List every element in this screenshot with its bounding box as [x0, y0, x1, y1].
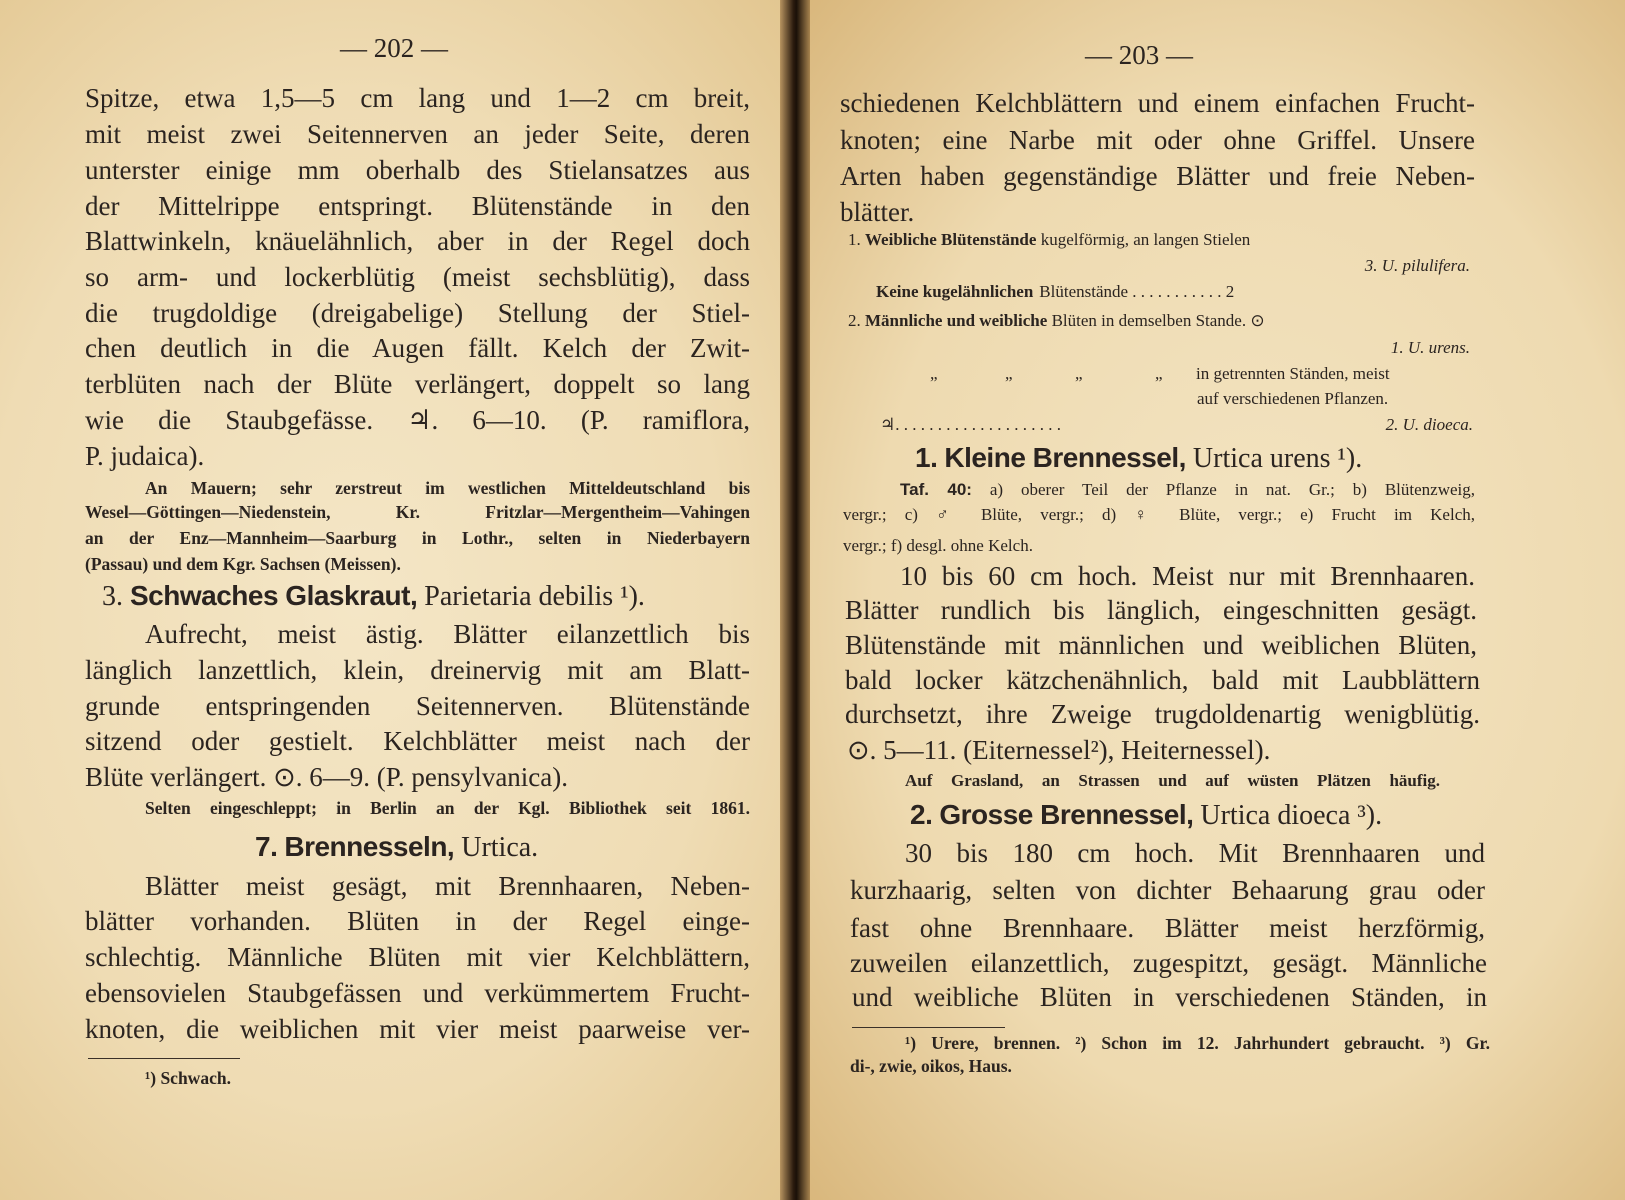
species-name: Grosse Brennessel, [939, 799, 1194, 830]
page-number: — 203 — [1085, 40, 1193, 70]
species-latin: Urtica dioeca ³). [1200, 800, 1383, 831]
species-latin: Urtica urens ¹). [1192, 443, 1363, 474]
text-line: terblüten nach der Blüte verlängert, doppelt so lang [85, 369, 750, 399]
key-entry-2 [848, 309, 1265, 333]
key-bold: Männliche und weibliche [865, 311, 1048, 330]
key-number: 1. [848, 230, 861, 249]
species-number: 1. [915, 442, 938, 473]
key-text: ♃. . . . . . . . . . . . . . . . . . . . [880, 415, 1061, 434]
key-text: in getrennten Ständen, meist [1196, 364, 1390, 383]
text-line: schiedenen Kelchblättern und einem einfachen Frucht- [840, 88, 1475, 118]
text-line: so arm- und lockerblütig (meist sechsblütig), dass [85, 262, 750, 292]
key-text: Blütenstände . . . . . . . . . . . 2 [1039, 282, 1235, 301]
text-line: 30 bis 180 cm hoch. Mit Brennhaaren und [905, 838, 1485, 868]
text-line: Aufrecht, meist ästig. Blätter eilanzettlich bis [145, 619, 750, 649]
text-line: wie die Staubgefässe. ♃. 6—10. (P. ramiflora, [85, 405, 750, 435]
plate-line: vergr.; c) ♂ Blüte, vergr.; d) ♀ Blüte, vergr.; e) Frucht im Kelch, [843, 505, 1475, 524]
plate-line: vergr.; f) desgl. ohne Kelch. [843, 536, 1033, 555]
text-line: Blätter rundlich bis länglich, eingeschnitten gesägt. [845, 595, 1477, 625]
text-line: Blattwinkeln, knäuelähnlich, aber in der Regel doch [85, 226, 750, 256]
species-heading [102, 580, 645, 613]
book-gutter [780, 0, 810, 1200]
text-line: ⊙. 5—11. (Eiternessel²), Heiternessel). [847, 735, 1271, 765]
species-number: 2. [910, 799, 933, 830]
key-entry-1b [876, 280, 1470, 304]
genus-number: 7. [255, 831, 278, 862]
text-line: bald locker kätzchenähnlich, bald mit Laubblättern [845, 665, 1480, 695]
text-line: fast ohne Brennhaare. Blätter meist herzförmig, [850, 913, 1485, 943]
text-line: Blütenstände mit männlichen und weiblichen Blüten, [845, 630, 1477, 660]
footnote: di-, zwie, oikos, Haus. [850, 1056, 1012, 1076]
habitat-line: Wesel—Göttingen—Niedenstein, Kr. Fritzlar—Mergentheim—Vahingen [85, 502, 750, 522]
species-heading [915, 442, 1362, 475]
text-line: kurzhaarig, selten von dichter Behaarung grau oder [850, 875, 1485, 905]
ditto-mark: „ [1155, 364, 1163, 383]
key-result: 3. U. pilulifera. [1364, 256, 1470, 275]
habitat-line: An Mauern; sehr zerstreut im westlichen Mitteldeutschland bis [145, 478, 750, 498]
text-line: sitzend oder gestielt. Kelchblätter meist nach der [85, 726, 750, 756]
text-line: grunde entspringenden Seitennerven. Blütenstände [85, 691, 750, 721]
text-line: ebensovielen Staubgefässen und verkümmertem Frucht- [85, 978, 750, 1008]
habitat-line: Selten eingeschleppt; in Berlin an der Kgl. Bibliothek seit 1861. [145, 798, 750, 818]
footnote: ¹) Schwach. [145, 1068, 231, 1088]
text-line: durchsetzt, ihre Zweige trugdoldenartig wenigblütig. [845, 699, 1480, 729]
text-line: Blätter meist gesägt, mit Brennhaaren, Neben- [145, 871, 750, 901]
plate-label: Taf. 40: [900, 480, 972, 499]
species-name: Schwaches Glaskraut, [130, 580, 418, 611]
text-line: Spitze, etwa 1,5—5 cm lang und 1—2 cm breit, [85, 83, 750, 113]
genus-heading [255, 831, 538, 864]
page-number: — 202 — [340, 33, 448, 63]
text-line: Arten haben gegenständige Blätter und freie Neben- [840, 161, 1475, 191]
key-number: 2. [848, 311, 861, 330]
footnote: ¹) Urere, brennen. ²) Schon im 12. Jahrhundert gebraucht. ³) Gr. [905, 1033, 1490, 1053]
text-line: länglich lanzettlich, klein, dreinervig mit am Blatt- [85, 655, 750, 685]
habitat-line: Auf Grasland, an Strassen und auf wüsten Plätzen häufig. [905, 771, 1440, 790]
key-text: Blüten in demselben Stande. ⊙ [1051, 311, 1265, 330]
key-result: 1. U. urens. [1390, 338, 1470, 357]
habitat-line: (Passau) und dem Kgr. Sachsen (Meissen). [85, 554, 401, 574]
footnote-rule [88, 1058, 240, 1059]
text-line: schlechtig. Männliche Blüten mit vier Kelchblättern, [85, 942, 750, 972]
species-number: 3. [102, 581, 123, 612]
plate-text: a) oberer Teil der Pflanze in nat. Gr.; b) Blütenzweig, [989, 480, 1475, 499]
key-bold: Weibliche Blütenstände [865, 230, 1037, 249]
text-line: und weibliche Blüten in verschiedenen Ständen, in [852, 982, 1487, 1012]
text-line: die trugdoldige (dreigabelige) Stellung der Stiel- [85, 298, 750, 328]
text-line: blätter vorhanden. Blüten in der Regel einge- [85, 906, 750, 936]
key-bold: Keine kugelähnlichen [876, 282, 1034, 301]
text-line: blätter. [840, 197, 915, 227]
text-line: unterster einige mm oberhalb des Stielansatzes aus [85, 155, 750, 185]
habitat-line: an der Enz—Mannheim—Saarburg in Lothr., selten in Niederbayern [85, 528, 750, 548]
key-result: 2. U. dioeca. [1385, 415, 1473, 434]
key-text: kugelförmig, an langen Stielen [1040, 230, 1251, 249]
genus-name: Brennesseln, [284, 831, 455, 862]
text-line: mit meist zwei Seitennerven an jeder Seite, deren [85, 119, 750, 149]
plate-line [900, 478, 1475, 502]
text-line: zuweilen eilanzettlich, zugespitzt, gesägt. Männliche [850, 948, 1487, 978]
text-line: chen deutlich in die Augen fällt. Kelch der Zwit- [85, 333, 750, 363]
species-name: Kleine Brennessel, [944, 442, 1186, 473]
genus-latin: Urtica. [461, 832, 539, 863]
key-entry-1 [848, 228, 1250, 252]
key-text: auf verschiedenen Pflanzen. [1197, 389, 1389, 408]
species-heading [910, 799, 1382, 832]
footnote-rule [852, 1027, 1005, 1028]
ditto-mark: „ [1075, 364, 1083, 383]
species-latin: Parietaria debilis ¹). [424, 581, 645, 612]
text-line: P. judaica). [85, 441, 205, 471]
text-line: 10 bis 60 cm hoch. Meist nur mit Brennhaaren. [900, 561, 1475, 591]
text-line: Blüte verlängert. ⊙. 6—9. (P. pensylvanica). [85, 762, 569, 792]
text-line: knoten, die weiblichen mit vier meist paarweise ver- [85, 1014, 750, 1044]
ditto-mark: „ [930, 364, 938, 383]
ditto-mark: „ [1005, 364, 1013, 383]
text-line: der Mittelrippe entspringt. Blütenstände in den [85, 191, 750, 221]
text-line: knoten; eine Narbe mit oder ohne Griffel. Unsere [840, 125, 1475, 155]
